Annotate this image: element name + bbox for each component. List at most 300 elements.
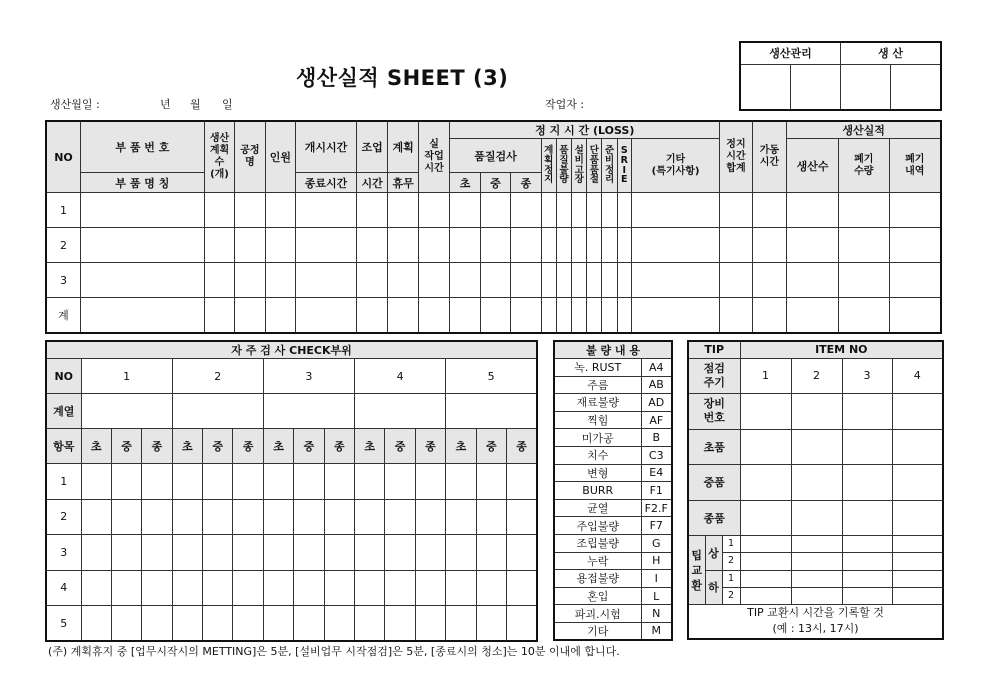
data-cell[interactable]: [511, 193, 541, 228]
check-cell[interactable]: [385, 606, 415, 642]
check-cell[interactable]: [81, 499, 111, 535]
defect-row: [554, 394, 672, 412]
check-cell[interactable]: [263, 499, 293, 535]
tip-col-4: 4: [892, 358, 943, 393]
check-cell[interactable]: [324, 499, 354, 535]
sign-cell[interactable]: [891, 64, 941, 110]
data-cell[interactable]: [631, 298, 719, 333]
data-cell[interactable]: [602, 193, 617, 228]
check-row-number: 1: [46, 464, 81, 500]
tip-cell[interactable]: [892, 394, 943, 429]
defect-row: [554, 482, 672, 500]
col-result: 생산실적: [787, 121, 941, 139]
tip-col-3: 3: [842, 358, 892, 393]
check-cell[interactable]: [385, 464, 415, 500]
check-cell[interactable]: [203, 499, 233, 535]
data-cell[interactable]: [235, 298, 265, 333]
col-loss-part: 단 품 품 절: [587, 139, 602, 193]
defect-row: [554, 446, 672, 464]
data-cell[interactable]: [541, 193, 556, 228]
data-cell[interactable]: [450, 193, 480, 228]
check-cell[interactable]: [142, 535, 172, 571]
tip-cell[interactable]: [740, 500, 791, 535]
data-cell[interactable]: [235, 228, 265, 263]
check-cell[interactable]: [203, 606, 233, 642]
tip-upper-2: 2: [722, 553, 740, 570]
defect-code: L: [641, 587, 672, 605]
check-series-cell[interactable]: [355, 394, 446, 429]
check-sub-label: 종: [506, 429, 537, 464]
tip-cell[interactable]: [892, 553, 943, 570]
data-cell[interactable]: [787, 298, 839, 333]
check-cell[interactable]: [324, 606, 354, 642]
data-cell[interactable]: [80, 228, 204, 263]
defect-row: [554, 411, 672, 429]
check-cell[interactable]: [415, 464, 445, 500]
tip-lower: 하: [705, 570, 722, 604]
tip-cell[interactable]: [740, 429, 791, 464]
tip-cell[interactable]: [842, 500, 892, 535]
check-series-cell[interactable]: [81, 394, 172, 429]
check-col-5: 5: [446, 359, 537, 394]
col-loss: 정 지 시 간 (LOSS): [450, 121, 720, 139]
check-cell[interactable]: [203, 464, 233, 500]
table-row: [46, 263, 941, 298]
tip-cell[interactable]: [791, 553, 842, 570]
check-cell[interactable]: [324, 570, 354, 606]
check-cell[interactable]: [142, 570, 172, 606]
defect-code: AF: [641, 411, 672, 429]
data-cell[interactable]: [80, 263, 204, 298]
check-cell[interactable]: [142, 499, 172, 535]
data-cell[interactable]: [617, 228, 631, 263]
check-series-cell[interactable]: [172, 394, 263, 429]
footnote: (주) 계획휴지 중 [업무시작시의 METTING]은 5분, [설비업무 시작점검]은 5분, [종료시의 청소]는 10분 이내에 합니다.: [48, 645, 620, 658]
check-cell[interactable]: [263, 464, 293, 500]
tip-cell[interactable]: [842, 587, 892, 604]
tip-cell[interactable]: [892, 429, 943, 464]
check-cell[interactable]: [81, 535, 111, 571]
check-cell[interactable]: [506, 606, 537, 642]
data-cell[interactable]: [556, 228, 571, 263]
tip-col-1: 1: [740, 358, 791, 393]
data-cell[interactable]: [511, 298, 541, 333]
data-cell[interactable]: [388, 263, 418, 298]
data-cell[interactable]: [480, 193, 510, 228]
data-cell[interactable]: [787, 228, 839, 263]
check-cell[interactable]: [446, 570, 476, 606]
defect-code: B: [641, 429, 672, 447]
tip-cell[interactable]: [892, 570, 943, 587]
col-stop-total: 정지 시간 합계: [720, 121, 752, 193]
data-cell[interactable]: [450, 228, 480, 263]
data-cell[interactable]: [572, 298, 587, 333]
col-quality-last: 종: [511, 173, 541, 193]
check-row: [46, 464, 537, 500]
data-cell[interactable]: [587, 193, 602, 228]
data-cell[interactable]: [80, 193, 204, 228]
check-cell[interactable]: [506, 535, 537, 571]
col-part-name: 부 품 명 칭: [80, 173, 204, 193]
data-cell[interactable]: [720, 298, 752, 333]
data-cell[interactable]: [720, 263, 752, 298]
check-cell[interactable]: [233, 606, 263, 642]
data-cell[interactable]: [450, 298, 480, 333]
check-cell[interactable]: [385, 570, 415, 606]
defect-code: I: [641, 570, 672, 588]
tip-first: 초품: [688, 429, 740, 464]
data-cell[interactable]: [204, 298, 234, 333]
data-cell[interactable]: [296, 298, 357, 333]
check-cell[interactable]: [355, 464, 385, 500]
defect-code: AD: [641, 394, 672, 412]
data-cell[interactable]: [787, 193, 839, 228]
check-sub-label: 초: [172, 429, 202, 464]
data-cell[interactable]: [752, 298, 786, 333]
check-cell[interactable]: [446, 535, 476, 571]
check-cell[interactable]: [355, 606, 385, 642]
col-plan-bottom: 휴무: [388, 173, 418, 193]
data-cell[interactable]: [617, 298, 631, 333]
check-cell[interactable]: [446, 464, 476, 500]
check-cell[interactable]: [415, 606, 445, 642]
tip-cell[interactable]: [791, 500, 842, 535]
data-cell[interactable]: [572, 263, 587, 298]
defect-row: [554, 359, 672, 377]
defect-table: [553, 340, 673, 641]
check-cell[interactable]: [111, 535, 141, 571]
check-cell[interactable]: [385, 535, 415, 571]
data-cell[interactable]: [204, 228, 234, 263]
data-cell[interactable]: [450, 263, 480, 298]
check-cell[interactable]: [294, 606, 324, 642]
tip-cell[interactable]: [842, 394, 892, 429]
check-cell[interactable]: [233, 535, 263, 571]
data-cell[interactable]: [602, 228, 617, 263]
data-cell[interactable]: [265, 298, 295, 333]
tip-upper: 상: [705, 536, 722, 570]
tip-change-label: 팁 교 환: [688, 536, 705, 605]
data-cell[interactable]: [204, 263, 234, 298]
tip-cell[interactable]: [740, 536, 791, 553]
data-cell[interactable]: [602, 298, 617, 333]
data-cell[interactable]: [587, 228, 602, 263]
tip-cell[interactable]: [842, 570, 892, 587]
data-cell[interactable]: [80, 298, 204, 333]
check-cell[interactable]: [142, 464, 172, 500]
check-row-number: 2: [46, 499, 81, 535]
check-cell[interactable]: [203, 570, 233, 606]
data-cell[interactable]: [541, 298, 556, 333]
sign-cell[interactable]: [740, 64, 790, 110]
tip-label: TIP: [688, 341, 740, 358]
tip-cell[interactable]: [892, 500, 943, 535]
tip-cell[interactable]: [791, 570, 842, 587]
check-cell[interactable]: [294, 499, 324, 535]
sign-cell[interactable]: [790, 64, 840, 110]
data-cell[interactable]: [838, 298, 889, 333]
data-cell[interactable]: [356, 228, 387, 263]
check-cell[interactable]: [476, 606, 506, 642]
tip-cell[interactable]: [842, 429, 892, 464]
col-part-no: 부 품 번 호: [80, 121, 204, 173]
worker-label: 작업자 :: [545, 98, 585, 111]
check-cell[interactable]: [233, 570, 263, 606]
data-cell[interactable]: [480, 263, 510, 298]
data-cell[interactable]: [418, 228, 449, 263]
data-cell[interactable]: [511, 228, 541, 263]
data-cell[interactable]: [838, 263, 889, 298]
defect-row: [554, 622, 672, 640]
tip-cell[interactable]: [740, 465, 791, 500]
data-cell[interactable]: [631, 228, 719, 263]
tip-cell[interactable]: [842, 465, 892, 500]
check-cell[interactable]: [506, 464, 537, 500]
check-cell[interactable]: [324, 535, 354, 571]
col-meeting-bottom: 시간: [356, 173, 387, 193]
data-cell[interactable]: [235, 263, 265, 298]
check-cell[interactable]: [415, 499, 445, 535]
check-cell[interactable]: [172, 464, 202, 500]
data-cell[interactable]: [752, 193, 786, 228]
check-cell[interactable]: [172, 535, 202, 571]
tip-cell[interactable]: [740, 570, 791, 587]
col-actual: 실 작업 시간: [418, 121, 449, 193]
defect-row: [554, 534, 672, 552]
check-cell[interactable]: [446, 606, 476, 642]
col-scrap-qty: 폐기 수량: [838, 139, 889, 193]
data-cell[interactable]: [720, 193, 752, 228]
check-row: [46, 535, 537, 571]
check-cell[interactable]: [415, 535, 445, 571]
col-scrap-detail: 폐기 내역: [889, 139, 941, 193]
tip-cell[interactable]: [740, 394, 791, 429]
defect-title: 불 량 내 용: [554, 341, 672, 359]
check-cell[interactable]: [385, 499, 415, 535]
check-cell[interactable]: [294, 535, 324, 571]
data-cell[interactable]: [838, 228, 889, 263]
check-cell[interactable]: [81, 570, 111, 606]
tip-cell[interactable]: [842, 536, 892, 553]
data-cell[interactable]: [889, 298, 941, 333]
data-cell[interactable]: [838, 193, 889, 228]
col-prod-qty: 생산수: [787, 139, 839, 193]
col-loss-equip: 설 비 고 장: [572, 139, 587, 193]
check-cell[interactable]: [111, 606, 141, 642]
check-sub-label: 종: [415, 429, 445, 464]
data-cell[interactable]: [204, 193, 234, 228]
defect-name: 주름: [554, 376, 641, 394]
col-end: 종료시간: [296, 173, 357, 193]
data-cell[interactable]: [388, 228, 418, 263]
check-cell[interactable]: [81, 464, 111, 500]
defect-row: [554, 464, 672, 482]
approval-box: [739, 41, 942, 111]
tip-cell[interactable]: [842, 553, 892, 570]
check-cell[interactable]: [324, 464, 354, 500]
check-sub-label: 중: [385, 429, 415, 464]
data-cell[interactable]: [265, 263, 295, 298]
col-start: 개시시간: [296, 121, 357, 173]
data-cell[interactable]: [356, 298, 387, 333]
data-cell[interactable]: [587, 298, 602, 333]
tip-cell[interactable]: [892, 536, 943, 553]
defect-name: 찍힘: [554, 411, 641, 429]
data-cell[interactable]: [587, 263, 602, 298]
tip-cell[interactable]: [791, 465, 842, 500]
tip-cell[interactable]: [791, 429, 842, 464]
check-cell[interactable]: [415, 570, 445, 606]
data-cell[interactable]: [572, 193, 587, 228]
data-cell[interactable]: [556, 298, 571, 333]
tip-cell[interactable]: [791, 394, 842, 429]
defect-row: [554, 499, 672, 517]
sign-cell[interactable]: [841, 64, 891, 110]
data-cell[interactable]: [296, 263, 357, 298]
data-cell[interactable]: [388, 193, 418, 228]
check-row: [46, 570, 537, 606]
data-cell[interactable]: [418, 263, 449, 298]
tip-cell[interactable]: [740, 587, 791, 604]
check-cell[interactable]: [233, 464, 263, 500]
row-number: 2: [46, 228, 80, 263]
check-sub-label: 종: [142, 429, 172, 464]
check-cell[interactable]: [476, 535, 506, 571]
data-cell[interactable]: [720, 228, 752, 263]
data-cell[interactable]: [511, 263, 541, 298]
col-plan-qty: 생산 계획 수 (개): [204, 121, 234, 193]
check-cell[interactable]: [172, 499, 202, 535]
defect-name: 조립불량: [554, 534, 641, 552]
tip-upper-1: 1: [722, 536, 740, 553]
defect-row: [554, 517, 672, 535]
check-cell[interactable]: [476, 499, 506, 535]
col-meeting-top: 조업: [356, 121, 387, 173]
check-cell[interactable]: [81, 606, 111, 642]
data-cell[interactable]: [388, 298, 418, 333]
check-row-number: 4: [46, 570, 81, 606]
check-cell[interactable]: [506, 499, 537, 535]
data-cell[interactable]: [631, 193, 719, 228]
defect-name: 주입불량: [554, 517, 641, 535]
check-col-2: 2: [172, 359, 263, 394]
defect-name: 치수: [554, 446, 641, 464]
data-cell[interactable]: [418, 193, 449, 228]
defect-row: [554, 605, 672, 623]
check-series-cell[interactable]: [446, 394, 537, 429]
data-cell[interactable]: [631, 263, 719, 298]
check-cell[interactable]: [446, 499, 476, 535]
data-cell[interactable]: [418, 298, 449, 333]
tip-cell[interactable]: [740, 553, 791, 570]
tip-cell[interactable]: [892, 465, 943, 500]
col-loss-srie: S R I E: [617, 139, 631, 193]
check-cell[interactable]: [476, 464, 506, 500]
check-series-cell[interactable]: [263, 394, 354, 429]
data-cell[interactable]: [480, 298, 510, 333]
defect-name: BURR: [554, 482, 641, 500]
check-cell[interactable]: [172, 570, 202, 606]
data-cell[interactable]: [296, 228, 357, 263]
day-label: 일: [222, 98, 233, 111]
defect-code: F1: [641, 482, 672, 500]
data-cell[interactable]: [572, 228, 587, 263]
check-cell[interactable]: [142, 606, 172, 642]
data-cell[interactable]: [889, 228, 941, 263]
check-sub-label: 중: [111, 429, 141, 464]
data-cell[interactable]: [617, 263, 631, 298]
check-cell[interactable]: [294, 570, 324, 606]
defect-code: A4: [641, 359, 672, 377]
col-quality: 품질검사: [450, 139, 541, 173]
data-cell[interactable]: [889, 193, 941, 228]
check-cell[interactable]: [111, 499, 141, 535]
check-row-number: 5: [46, 606, 81, 642]
data-cell[interactable]: [787, 263, 839, 298]
data-cell[interactable]: [265, 228, 295, 263]
data-cell[interactable]: [541, 263, 556, 298]
data-cell[interactable]: [617, 193, 631, 228]
check-row: [46, 499, 537, 535]
defect-row: [554, 552, 672, 570]
check-cell[interactable]: [111, 464, 141, 500]
check-cell[interactable]: [111, 570, 141, 606]
data-cell[interactable]: [556, 193, 571, 228]
data-cell[interactable]: [752, 263, 786, 298]
check-cell[interactable]: [233, 499, 263, 535]
tip-cell[interactable]: [892, 587, 943, 604]
check-cell[interactable]: [263, 570, 293, 606]
check-sub-label: 중: [476, 429, 506, 464]
defect-code: F7: [641, 517, 672, 535]
tip-cell[interactable]: [791, 587, 842, 604]
check-cell[interactable]: [172, 606, 202, 642]
data-cell[interactable]: [356, 263, 387, 298]
check-cell[interactable]: [355, 499, 385, 535]
check-cell[interactable]: [506, 570, 537, 606]
tip-col-2: 2: [791, 358, 842, 393]
row-number: 1: [46, 193, 80, 228]
data-cell[interactable]: [541, 228, 556, 263]
tip-cell[interactable]: [791, 536, 842, 553]
check-cell[interactable]: [263, 535, 293, 571]
data-cell[interactable]: [356, 193, 387, 228]
data-cell[interactable]: [752, 228, 786, 263]
check-cell[interactable]: [263, 606, 293, 642]
data-cell[interactable]: [556, 263, 571, 298]
defect-row: [554, 570, 672, 588]
tip-item-no: ITEM NO: [740, 341, 943, 358]
tip-equip: 장비 번호: [688, 394, 740, 429]
check-sub-label: 초: [81, 429, 111, 464]
tip-cycle: 점검 주기: [688, 358, 740, 393]
tip-lower-1: 1: [722, 570, 740, 587]
data-cell[interactable]: [235, 193, 265, 228]
check-cell[interactable]: [294, 464, 324, 500]
check-cell[interactable]: [203, 535, 233, 571]
check-cell[interactable]: [476, 570, 506, 606]
data-cell[interactable]: [889, 263, 941, 298]
data-cell[interactable]: [296, 193, 357, 228]
data-cell[interactable]: [480, 228, 510, 263]
row-number: 계: [46, 298, 80, 333]
data-cell[interactable]: [265, 193, 295, 228]
data-cell[interactable]: [602, 263, 617, 298]
defect-row: [554, 587, 672, 605]
check-col-3: 3: [263, 359, 354, 394]
check-cell[interactable]: [355, 535, 385, 571]
check-cell[interactable]: [355, 570, 385, 606]
